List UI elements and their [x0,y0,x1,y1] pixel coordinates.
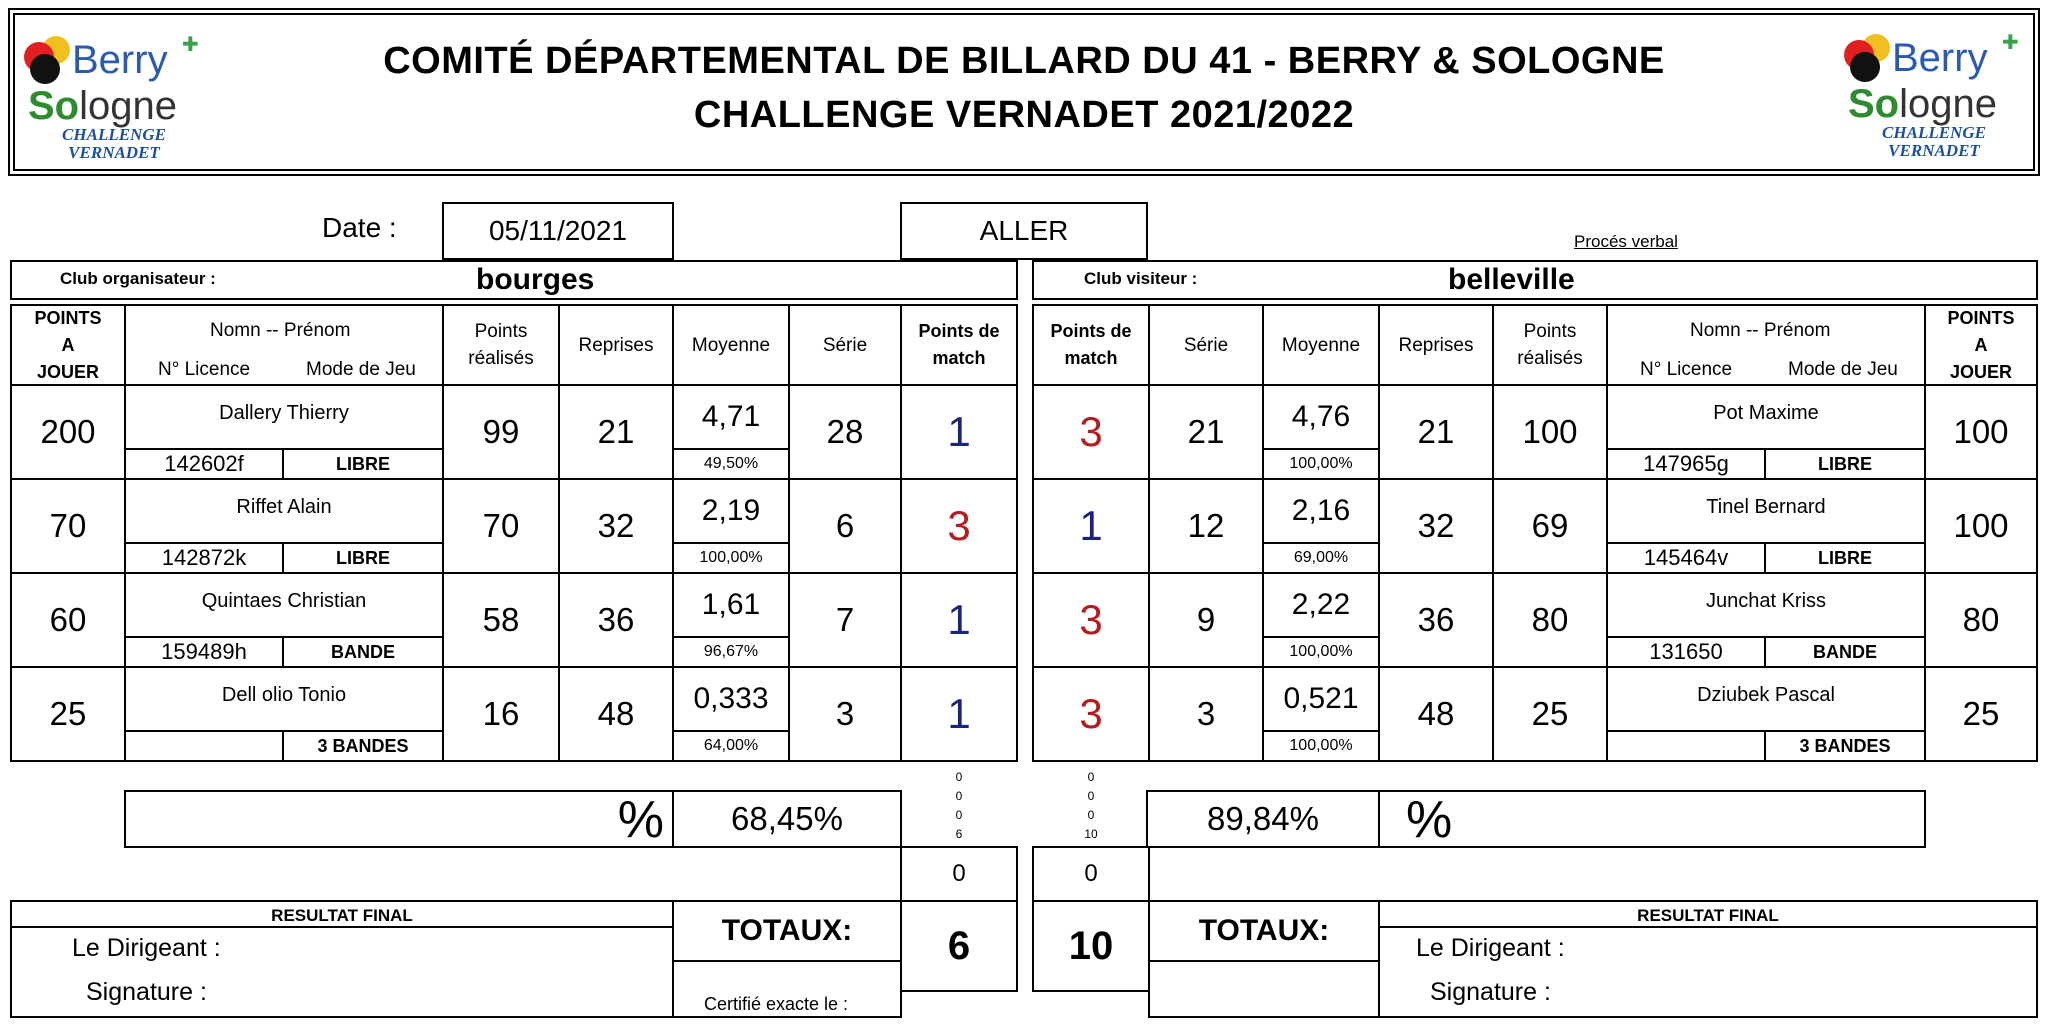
visitor-points-realises: 100 [1492,384,1608,480]
home-percent-symbol: % [617,791,664,849]
home-percent: 49,50% [672,448,790,480]
title-line-2: CHALLENGE VERNADET 2021/2022 [693,94,1355,136]
visitor-player-name: Pot Maxime [1606,384,1926,450]
home-moyenne: 0,333 [672,666,790,732]
home-points-realises: 58 [442,572,560,668]
visitor-th-points-match [1032,304,1150,386]
visitor-serie: 21 [1148,384,1264,480]
home-points-match: 1 [900,384,1018,480]
logo-vernadet: VERNADET [1888,141,1980,160]
visitor-moyenne: 0,521 [1262,666,1380,732]
logo-vernadet: VERNADET [68,143,160,162]
visitor-club-label: Club visiteur : [1084,269,1198,288]
home-points-realises: 16 [442,666,560,762]
divider [1150,960,1378,962]
logo-challenge: CHALLENGE [62,125,166,144]
home-percent: 64,00% [672,730,790,762]
visitor-th-points-realises [1492,304,1608,386]
tiny-value: 0 [955,770,963,784]
home-points-a-jouer: 60 [10,572,126,668]
tiny-value: 0 [1087,770,1095,784]
home-player-name: Dell olio Tonio [124,666,444,732]
home-club-bar [10,260,1018,300]
th-line: POINTS [34,307,102,328]
visitor-points-realises: 25 [1492,666,1608,762]
tiny-value: 0 [955,808,963,822]
visitor-percent-symbol: % [1406,791,1453,849]
visitor-points-match: 1 [1032,478,1150,574]
visitor-moyenne: 4,76 [1262,384,1380,450]
visitor-points-match: 3 [1032,666,1150,762]
home-totaux-box [672,900,902,1018]
th-line: A [1974,334,1988,355]
visitor-player-name: Tinel Bernard [1606,478,1926,544]
visitor-serie: 3 [1148,666,1264,762]
visitor-percent: 100,00% [1262,636,1380,668]
home-mode: 3 BANDES [282,730,444,762]
home-moyenne: 2,19 [672,478,790,544]
home-tiny-column [900,768,1018,844]
visitor-points-a-jouer: 100 [1924,478,2038,574]
logo-so: So [1848,82,1900,126]
home-reprises: 32 [558,478,674,574]
tiny-value: 0 [1087,789,1095,803]
ball-icon [1850,52,1880,82]
home-th-points-match [900,304,1018,386]
home-result-box [10,900,674,1018]
visitor-dirigeant: Le Dirigeant : [1416,934,1565,962]
th-line: Points de [918,321,1000,341]
visitor-mode: BANDE [1764,636,1926,668]
visitor-signature: Signature : [1430,978,1551,1006]
visitor-serie: 9 [1148,572,1264,668]
th-line: Points de [1050,321,1132,341]
th-nom: Nomn -- Prénom [210,320,351,341]
home-points-a-jouer: 25 [10,666,126,762]
visitor-th-nom [1606,304,1926,386]
th-line: JOUER [36,361,99,382]
visitor-points-a-jouer: 100 [1924,384,2038,480]
home-totaux-label: TOTAUX: [721,914,853,947]
th-licence: N° Licence [1640,359,1733,380]
visitor-th-points-a-jouer [1924,304,2038,386]
tiny-value: 0 [955,789,963,803]
home-points-a-jouer: 70 [10,478,126,574]
visitor-moyenne: 2,22 [1262,572,1380,638]
visitor-serie: 12 [1148,478,1264,574]
home-points-match: 1 [900,666,1018,762]
th-mode: Mode de Jeu [1788,359,1898,380]
home-dirigeant: Le Dirigeant : [72,934,221,962]
visitor-points-realises: 69 [1492,478,1608,574]
date-label: Date : [322,212,397,243]
home-player-name: Quintaes Christian [124,572,444,638]
visitor-reprises: 36 [1378,572,1494,668]
home-percent-box [124,790,674,848]
visitor-licence [1606,730,1766,762]
home-percent: 96,67% [672,636,790,668]
home-th-reprises: Reprises [558,304,674,386]
divider [1380,926,2036,928]
visitor-percent-box [1378,790,1926,848]
visitor-points-realises: 80 [1492,572,1608,668]
home-moyenne: 1,61 [672,572,790,638]
visitor-percent: 100,00% [1262,730,1380,762]
divider [12,926,672,928]
home-points-a-jouer: 200 [10,384,126,480]
home-th-points-a-jouer [10,304,126,386]
home-result-label: RESULTAT FINAL [271,906,413,925]
home-signature: Signature : [86,978,207,1006]
visitor-th-reprises: Reprises [1378,304,1494,386]
logo-berry-text: Berry [1892,36,1988,80]
home-points-realises: 70 [442,478,560,574]
home-licence: 159489h [124,636,284,668]
th-line: A [61,334,75,355]
logo-sologne-text [28,84,177,129]
tiny-value: 6 [955,827,963,841]
home-mode: LIBRE [282,542,444,574]
visitor-points-a-jouer: 80 [1924,572,2038,668]
home-th-points-realises [442,304,560,386]
home-licence: 142602f [124,448,284,480]
plus-icon: ✚ [182,34,199,56]
th-line: match [932,348,986,368]
home-percent-total: 68,45% [672,790,902,848]
th-line: Points [1523,321,1577,342]
home-mode: BANDE [282,636,444,668]
visitor-licence: 131650 [1606,636,1766,668]
visitor-points-match: 3 [1032,572,1150,668]
plus-icon: ✚ [2002,32,2019,54]
home-serie: 7 [788,572,902,668]
th-licence: N° Licence [158,359,251,380]
visitor-licence: 147965g [1606,448,1766,480]
home-mode: LIBRE [282,448,444,480]
visitor-licence: 145464v [1606,542,1766,574]
visitor-th-serie: Série [1148,304,1264,386]
tiny-value: 0 [1087,808,1095,822]
home-th-serie: Série [788,304,902,386]
visitor-player-name: Dziubek Pascal [1606,666,1926,732]
title-line-1: COMITÉ DÉPARTEMENTAL DE BILLARD DU 41 - BERRY & SOLOGNE [383,40,1665,82]
visitor-percent: 100,00% [1262,448,1380,480]
header-inner-frame [13,13,2035,171]
logo-challenge: CHALLENGE [1882,123,1986,142]
home-th-moyenne: Moyenne [672,304,790,386]
home-points-match: 3 [900,478,1018,574]
visitor-player-name: Junchat Kriss [1606,572,1926,638]
th-nom: Nomn -- Prénom [1690,320,1831,341]
visitor-points-a-jouer: 25 [1924,666,2038,762]
th-line: JOUER [1949,361,2012,382]
visitor-tiny-column [1032,768,1150,844]
home-serie: 6 [788,478,902,574]
home-club-label: Club organisateur : [60,269,216,288]
home-player-name: Riffet Alain [124,478,444,544]
home-reprises: 21 [558,384,674,480]
visitor-points-match: 3 [1032,384,1150,480]
logo-right [1834,16,2034,166]
home-points-match: 1 [900,572,1018,668]
visitor-mode: LIBRE [1764,448,1926,480]
leg-field: ALLER [900,202,1148,260]
home-moyenne: 4,71 [672,384,790,450]
visitor-totaux-label: TOTAUX: [1198,914,1330,947]
home-reprises: 36 [558,572,674,668]
visitor-reprises: 48 [1378,666,1494,762]
logo-so: So [28,84,80,128]
tiny-value: 10 [1084,827,1098,841]
logo-sologne-text [1848,82,1997,127]
logo-left [14,18,214,168]
certifie-label: Certifié exacte le : [704,994,849,1014]
visitor-result-box [1378,900,2038,1018]
logo-logne: logne [1899,82,1997,126]
logo-logne: logne [79,84,177,128]
home-th-nom [124,304,444,386]
logo-berry-text: Berry [72,38,168,82]
th-line: réalisés [468,348,534,369]
visitor-mode: 3 BANDES [1764,730,1926,762]
th-line: POINTS [1947,307,2015,328]
visitor-percent: 69,00% [1262,542,1380,574]
visitor-th-moyenne: Moyenne [1262,304,1380,386]
visitor-reprises: 32 [1378,478,1494,574]
home-percent: 100,00% [672,542,790,574]
home-licence [124,730,284,762]
visitor-club-bar [1032,260,2038,300]
th-mode: Mode de Jeu [306,359,416,380]
home-reprises: 48 [558,666,674,762]
home-serie: 3 [788,666,902,762]
visitor-moyenne: 2,16 [1262,478,1380,544]
home-player-name: Dallery Thierry [124,384,444,450]
visitor-reprises: 21 [1378,384,1494,480]
visitor-result-label: RESULTAT FINAL [1637,906,1779,925]
home-serie: 28 [788,384,902,480]
home-points-realises: 99 [442,384,560,480]
divider [674,960,900,962]
visitor-mode: LIBRE [1764,542,1926,574]
ball-icon [30,54,60,84]
home-zero-box: 0 [900,846,1018,902]
visitor-totaux-box [1148,900,1380,1018]
home-total: 6 [900,900,1018,992]
visitor-percent-total: 89,84% [1146,790,1380,848]
visitor-club-name: belleville [1448,263,1575,296]
proces-verbal: Procés verbal [1574,232,1678,251]
th-line: Points [474,321,528,342]
th-line: match [1064,348,1118,368]
date-field: 05/11/2021 [442,202,674,260]
visitor-total: 10 [1032,900,1150,992]
th-line: réalisés [1517,348,1583,369]
home-club-name: bourges [476,263,595,296]
home-licence: 142872k [124,542,284,574]
visitor-zero-box: 0 [1032,846,1150,902]
